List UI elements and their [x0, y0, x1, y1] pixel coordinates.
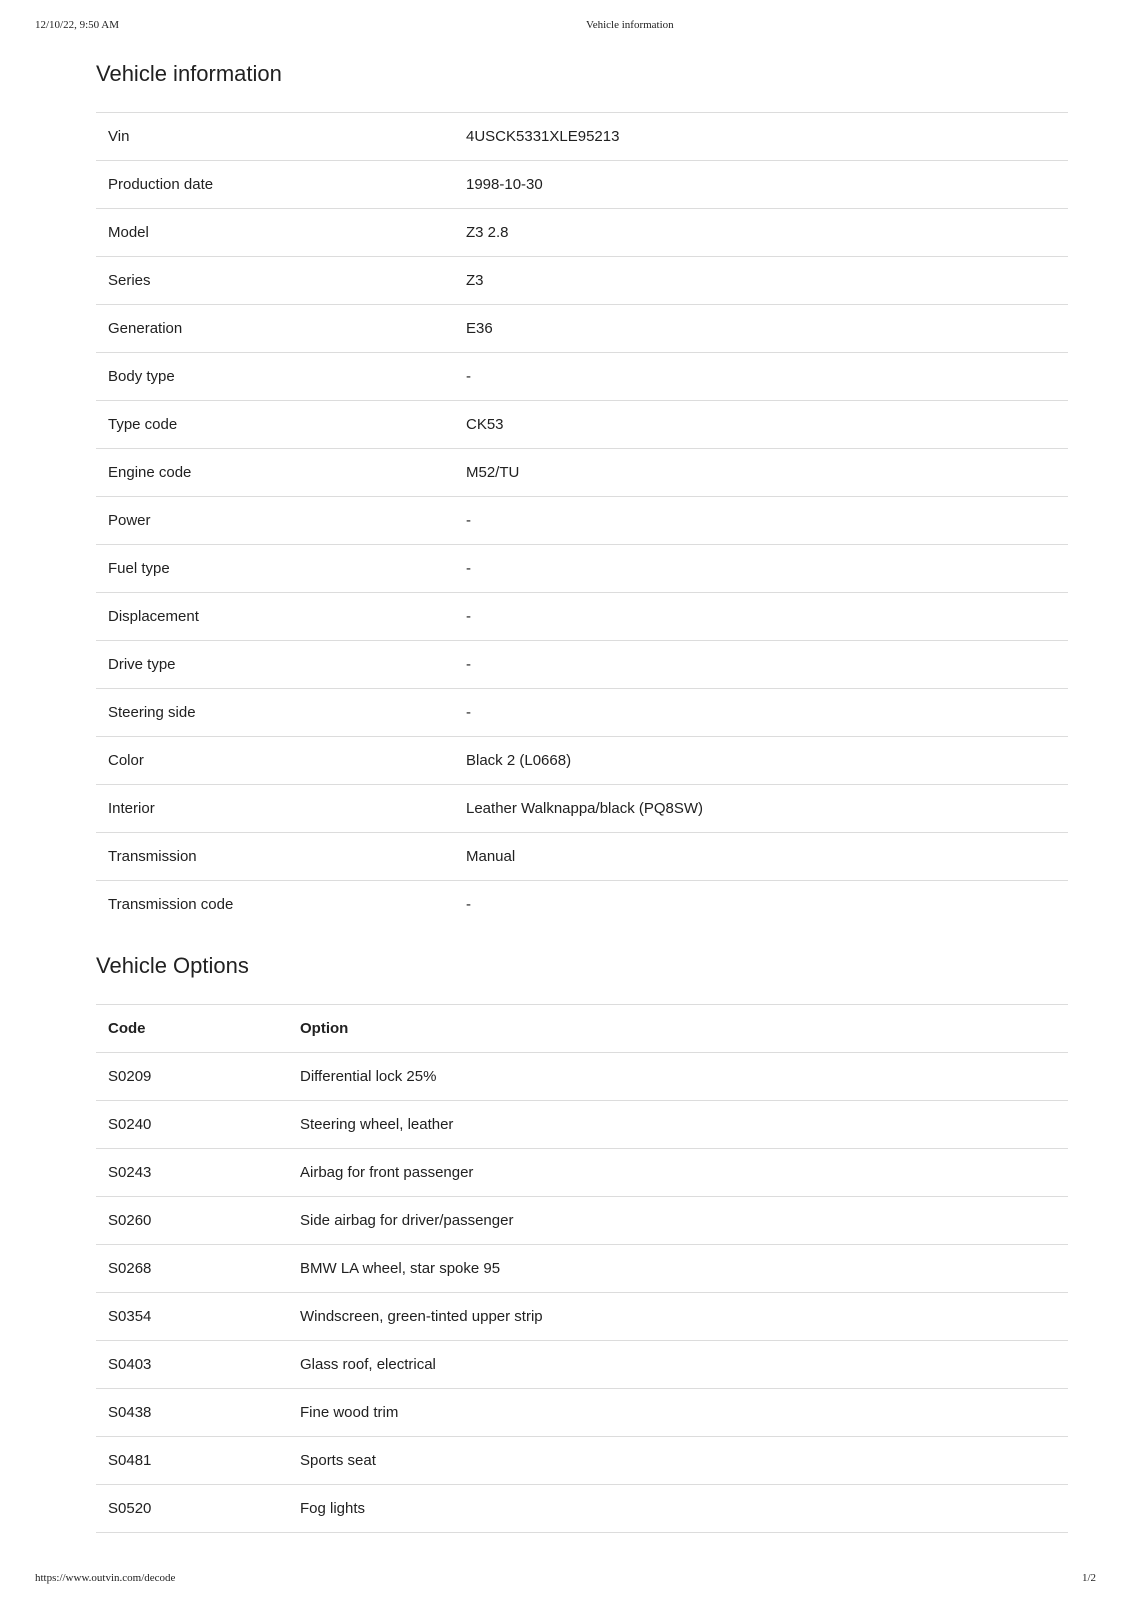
vehicle-option-description: Airbag for front passenger [300, 1164, 474, 1181]
vehicle-option-row [96, 1293, 1068, 1341]
print-url: https://www.outvin.com/decode [35, 1572, 176, 1584]
vehicle-option-description: Fog lights [300, 1500, 366, 1517]
vehicle-option-row [96, 1485, 1068, 1533]
vehicle-info-row [96, 401, 1068, 449]
vehicle-info-value: - [466, 656, 471, 673]
vehicle-info-value: Z3 [466, 272, 484, 289]
vehicle-info-value: - [466, 512, 471, 529]
vehicle-info-label: Body type [108, 368, 175, 385]
vehicle-option-row [96, 1389, 1068, 1437]
vehicle-info-row [96, 209, 1068, 257]
print-footer [35, 1572, 1096, 1588]
vehicle-info-label: Model [108, 224, 149, 241]
column-header-code: Code [108, 1020, 146, 1037]
vehicle-option-description: Sports seat [300, 1452, 376, 1469]
vehicle-option-description: Differential lock 25% [300, 1068, 437, 1085]
vehicle-info-label: Displacement [108, 608, 199, 625]
vehicle-option-description: Windscreen, green-tinted upper strip [300, 1308, 543, 1325]
vehicle-info-label: Transmission code [108, 896, 234, 914]
vehicle-info-value: Black 2 (L0668) [466, 752, 572, 769]
vehicle-options-table [96, 1004, 1068, 1533]
vehicle-info-value: - [466, 608, 471, 625]
vehicle-option-code: S0260 [108, 1212, 152, 1229]
vehicle-information-table-body [96, 113, 1068, 929]
vehicle-info-label: Transmission [108, 848, 197, 865]
vehicle-options-table-head [96, 1005, 1068, 1053]
vehicle-option-code: S0354 [108, 1308, 152, 1325]
vehicle-info-row [96, 113, 1068, 161]
vehicle-info-value: - [466, 896, 471, 914]
vehicle-option-description: Glass roof, electrical [300, 1356, 436, 1373]
vehicle-option-row [96, 1245, 1068, 1293]
vehicle-info-value: 4USCK5331XLE95213 [466, 128, 620, 145]
vehicle-option-code: S0209 [108, 1068, 152, 1085]
vehicle-options-heading: Vehicle Options [96, 953, 249, 978]
vehicle-info-label: Fuel type [108, 560, 170, 577]
vehicle-info-label: Production date [108, 176, 214, 193]
vehicle-info-value: 1998-10-30 [466, 176, 543, 193]
vehicle-option-description: Fine wood trim [300, 1404, 399, 1421]
vehicle-option-row [96, 1101, 1068, 1149]
vehicle-info-row [96, 689, 1068, 737]
vehicle-option-code: S0520 [108, 1500, 152, 1517]
vehicle-info-row [96, 785, 1068, 833]
vehicle-info-row [96, 737, 1068, 785]
vehicle-info-label: Type code [108, 416, 178, 433]
print-header [35, 19, 1096, 35]
vehicle-option-description: Side airbag for driver/passenger [300, 1212, 514, 1229]
vehicle-option-description: Steering wheel, leather [300, 1116, 454, 1133]
vehicle-info-row [96, 497, 1068, 545]
vehicle-info-row [96, 449, 1068, 497]
vehicle-info-label: Drive type [108, 656, 176, 673]
vehicle-option-code: S0481 [108, 1452, 152, 1469]
vehicle-information-table [96, 112, 1068, 929]
vehicle-info-value: Leather Walknappa/black (PQ8SW) [466, 800, 704, 817]
vehicle-info-label: Generation [108, 320, 183, 337]
vehicle-info-value: - [466, 368, 471, 385]
vehicle-info-row [96, 545, 1068, 593]
vehicle-option-code: S0243 [108, 1164, 152, 1181]
vehicle-info-value: E36 [466, 320, 493, 337]
vehicle-options-header-row [96, 1005, 1068, 1053]
print-page-title: Vehicle information [586, 19, 674, 31]
vehicle-info-row [96, 353, 1068, 401]
vehicle-option-code: S0240 [108, 1116, 152, 1133]
vehicle-options-table-body [96, 1053, 1068, 1533]
vehicle-option-description: BMW LA wheel, star spoke 95 [300, 1260, 501, 1277]
column-header-option: Option [300, 1020, 349, 1037]
vehicle-info-row [96, 641, 1068, 689]
vehicle-option-code: S0438 [108, 1404, 152, 1421]
print-datetime: 12/10/22, 9:50 AM [35, 19, 120, 31]
vehicle-option-row [96, 1053, 1068, 1101]
vehicle-info-row [96, 305, 1068, 353]
vehicle-info-value: M52/TU [466, 464, 520, 481]
vehicle-info-row [96, 833, 1068, 881]
vehicle-info-row [96, 593, 1068, 641]
vehicle-info-label: Series [108, 272, 151, 289]
vehicle-info-label: Engine code [108, 464, 192, 481]
vehicle-info-value: Z3 2.8 [466, 224, 509, 241]
vehicle-info-label: Steering side [108, 704, 196, 721]
vehicle-option-code: S0403 [108, 1356, 152, 1373]
vehicle-information-heading: Vehicle information [96, 61, 282, 86]
vehicle-option-row [96, 1149, 1068, 1197]
vehicle-info-row [96, 881, 1068, 929]
print-page-number: 1/2 [1081, 1572, 1096, 1584]
vehicle-info-label: Power [108, 512, 151, 529]
vehicle-option-code: S0268 [108, 1260, 152, 1277]
vehicle-info-label: Interior [108, 800, 155, 817]
vehicle-info-value: Manual [466, 848, 516, 865]
vehicle-info-value: - [466, 704, 471, 721]
vehicle-info-label: Color [108, 752, 144, 769]
vehicle-info-value: CK53 [466, 416, 504, 433]
vehicle-info-value: - [466, 560, 471, 577]
vehicle-option-row [96, 1437, 1068, 1485]
vehicle-info-row [96, 257, 1068, 305]
vehicle-option-row [96, 1341, 1068, 1389]
vehicle-option-row [96, 1197, 1068, 1245]
vehicle-info-row [96, 161, 1068, 209]
vehicle-info-label: Vin [108, 128, 130, 145]
